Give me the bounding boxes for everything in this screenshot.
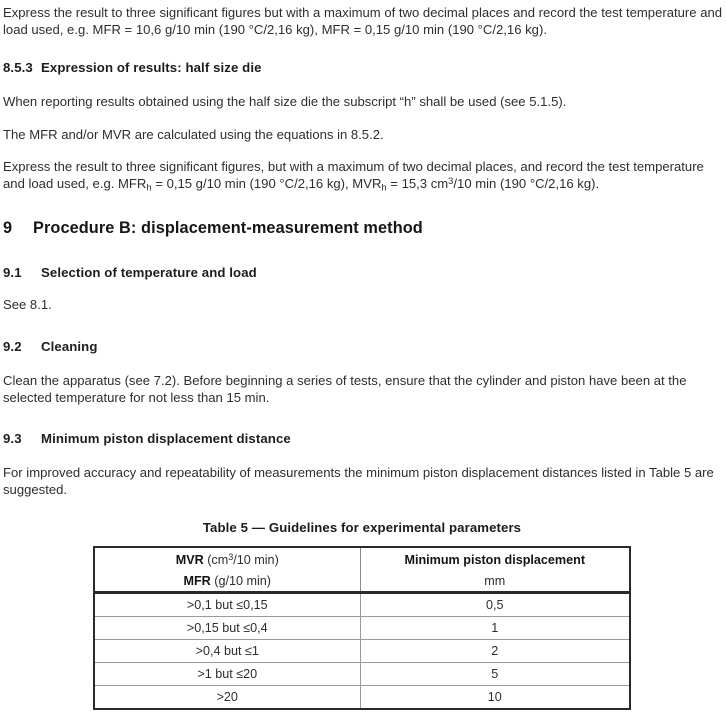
cell-displacement: 1 <box>360 617 629 640</box>
p4-subscript-h-mvr: h <box>381 181 387 193</box>
heading-9-1-text: Selection of temperature and load <box>41 265 257 280</box>
heading-9-1-number: 9.1 <box>3 265 22 280</box>
cell-rate-range: >20 <box>95 686 360 709</box>
table-row <box>95 593 629 617</box>
cell-rate-range: >1 but ≤20 <box>95 663 360 686</box>
header-mvr-unit-tail: /10 min) <box>233 553 279 567</box>
heading-clause-9-number: 9 <box>3 219 13 237</box>
table-header-cell-displacement <box>360 548 629 593</box>
header-mfr-label: MFR <box>183 574 211 588</box>
cell-displacement: 10 <box>360 686 629 709</box>
heading-9-2-text: Cleaning <box>41 339 98 354</box>
header-mfr-line <box>99 574 356 588</box>
heading-8-5-3-text: Expression of results: half size die <box>41 60 262 75</box>
table-5-caption: Table 5 — Guidelines for experimental parameters <box>202 520 522 535</box>
p4-superscript-cubed: 3 <box>448 174 454 186</box>
heading-9-2 <box>3 339 98 354</box>
header-mvr-unit-open: (cm <box>203 553 229 567</box>
cell-displacement: 2 <box>360 640 629 663</box>
header-displacement-line <box>365 553 626 567</box>
cell-displacement: 0,5 <box>485 598 504 612</box>
header-displacement-label: Minimum piston displacement <box>404 553 586 567</box>
paragraph-express-result-2 <box>3 159 723 192</box>
header-displacement-unit-line <box>365 574 626 588</box>
table-row <box>95 663 629 686</box>
cell-rate-range: >0,15 but ≤0,4 <box>95 617 360 640</box>
cell-rate-range: >0,1 but ≤0,15 <box>95 593 360 617</box>
table-row <box>95 686 629 709</box>
p4-lead-text: Express the result to three significant figures, but with a maximum of two decimal places, and record the test temperature and load used, e.g. MFR <box>3 159 704 191</box>
header-mvr-label: MVR <box>175 553 204 567</box>
paragraph-see-8-1: See 8.1. <box>3 297 52 312</box>
heading-clause-9 <box>3 219 423 238</box>
header-mfr-unit: (g/10 min) <box>210 574 271 588</box>
heading-9-3-number: 9.3 <box>3 431 22 446</box>
heading-9-1 <box>3 265 257 280</box>
table-header-row <box>95 548 629 593</box>
p4-middle-text: = 0,15 g/10 min (190 °C/2,16 kg), MVR <box>151 175 382 191</box>
paragraph-clean-apparatus: Clean the apparatus (see 7.2). Before beginning a series of tests, ensure that the cylinder and piston have been at the selected temperature for not less than 15 min. <box>3 373 687 405</box>
header-displacement-unit: mm <box>484 574 506 588</box>
paragraph-half-size-die-subscript: When reporting results obtained using the half size die the subscript “h” shall be used (see 5.1.5). <box>3 94 567 109</box>
paragraph-mfr-mvr-equations: The MFR and/or MVR are calculated using the equations in 8.5.2. <box>3 127 384 142</box>
table-body <box>95 593 629 709</box>
heading-9-3-text: Minimum piston displacement distance <box>41 431 291 446</box>
paragraph-express-result-1: Express the result to three significant figures but with a maximum of two decimal places and record the test temperature and load used, e.g. MFR = 10,6 g/10 min (190 °C/2,16 kg), MFR = 0,15 g/10 min (190 °C/2,16 kg). <box>3 5 723 37</box>
heading-8-5-3 <box>3 60 262 75</box>
table-row <box>95 617 629 640</box>
p4-subscript-h-mfr: h <box>146 181 152 193</box>
table-5 <box>93 546 631 710</box>
heading-clause-9-text: Procedure B: displacement-measurement method <box>33 219 423 237</box>
paragraph-improved-accuracy: For improved accuracy and repeatability of measurements the minimum piston displacement distances listed in Table 5 are suggested. <box>3 465 714 497</box>
heading-9-2-number: 9.2 <box>3 339 22 354</box>
cell-displacement: 5 <box>360 663 629 686</box>
p4-value-text: = 15,3 cm <box>386 175 449 191</box>
heading-9-3 <box>3 431 291 446</box>
heading-8-5-3-number: 8.5.3 <box>3 60 33 75</box>
header-mvr-superscript-cubed: 3 <box>228 552 234 563</box>
table-row <box>95 640 629 663</box>
header-mvr-line <box>99 553 356 567</box>
p4-tail-text: /10 min (190 °C/2,16 kg). <box>453 175 600 191</box>
cell-rate-range: >0,4 but ≤1 <box>95 640 360 663</box>
table-header-cell-rate <box>95 548 360 593</box>
